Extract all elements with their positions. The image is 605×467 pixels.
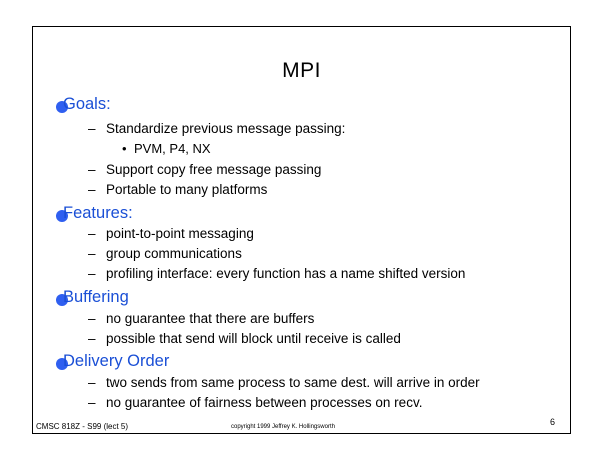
slide-content [33,27,570,433]
list-item: – Standardize previous message passing: [88,121,346,136]
section-heading-delivery-order: Delivery Order [63,352,170,370]
section-heading-features: Features: [63,204,133,222]
footer-course: CMSC 818Z - S99 (lect 5) [36,422,129,431]
list-item: – no guarantee of fairness between processes on recv. [88,395,423,410]
list-item: – point-to-point messaging [88,226,254,241]
sub-list-item: • PVM, P4, NX [122,141,211,156]
footer-copyright: copyright 1999 Jeffrey K. Hollingsworth [231,424,335,430]
section-heading-buffering: Buffering [63,288,129,306]
list-item: – two sends from same process to same dest. will arrive in order [88,375,480,390]
list-item: – possible that send will block until receive is called [88,331,401,346]
list-item: – no guarantee that there are buffers [88,311,315,326]
list-item: – Portable to many platforms [88,182,268,197]
page-number: 6 [549,417,555,427]
list-item: – group communications [88,246,242,261]
slide [32,26,571,434]
section-heading-goals: Goals: [63,95,111,113]
list-item: – Support copy free message passing [88,162,322,177]
slide-title: MPI [282,59,321,82]
list-item: – profiling interface: every function has a name shifted version [88,266,466,281]
